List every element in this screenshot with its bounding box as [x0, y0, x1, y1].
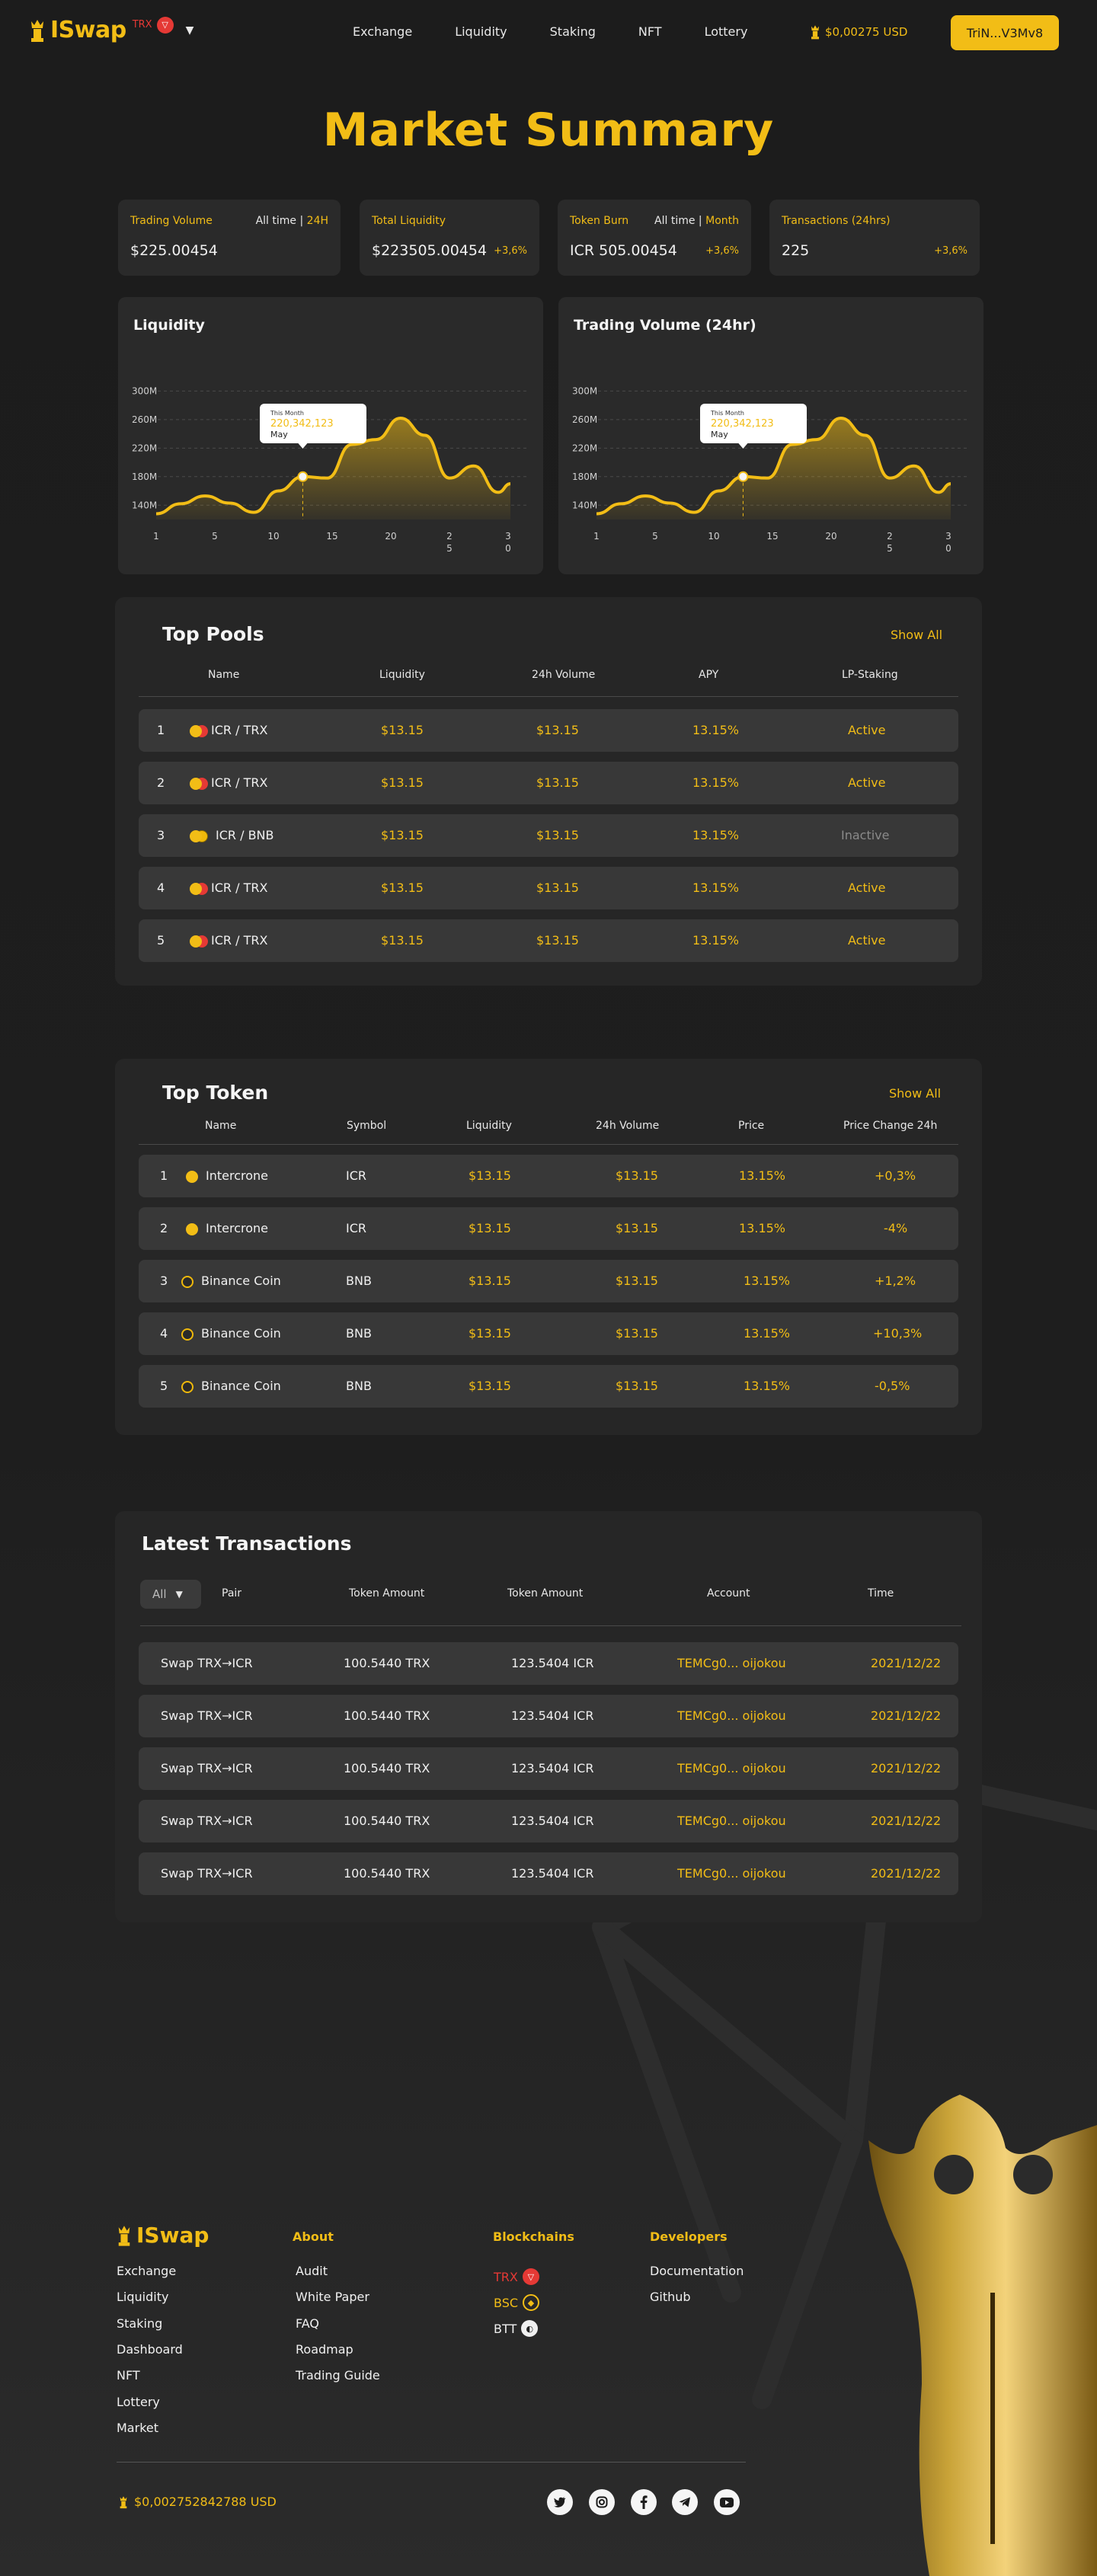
divider — [139, 1144, 958, 1145]
pool-apy: 13.15% — [692, 933, 740, 948]
footer-link[interactable]: Liquidity — [117, 2290, 169, 2305]
x-tick-label: 1 — [153, 531, 159, 542]
token-price: 13.15% — [744, 1379, 791, 1393]
y-tick-label: 260M — [572, 414, 598, 425]
table-row[interactable] — [139, 1260, 958, 1302]
pool-name-text: ICR / TRX — [211, 723, 268, 737]
tx-amount-a: 100.5440 TRX — [344, 1814, 430, 1828]
footer-link[interactable]: Staking — [117, 2316, 163, 2331]
icr-icon — [186, 1223, 198, 1235]
tx-amount-b: 123.5404 ICR — [511, 1761, 594, 1775]
token-price-change: -0,5% — [875, 1379, 910, 1393]
footer-link[interactable]: NFT — [117, 2368, 140, 2383]
trading-volume-chart-card — [558, 297, 983, 574]
chart-tooltip — [700, 404, 807, 449]
tx-amount-a: 100.5440 TRX — [344, 1708, 430, 1723]
bnb-icon — [181, 1381, 193, 1393]
chain-label: BSC — [494, 2295, 519, 2310]
token-liquidity: $13.15 — [469, 1168, 511, 1183]
table-row[interactable] — [139, 1852, 958, 1895]
table-row[interactable] — [139, 762, 958, 804]
period-all-time[interactable]: All time — [654, 215, 696, 227]
stat-total-liquidity — [360, 200, 539, 276]
tx-time: 2021/12/22 — [871, 1761, 942, 1775]
menu-staking[interactable]: Staking — [549, 24, 596, 39]
menu-lottery[interactable]: Lottery — [704, 24, 748, 39]
tooltip-period: May — [711, 430, 728, 439]
tx-amount-a: 100.5440 TRX — [344, 1656, 430, 1670]
token-price-change: +0,3% — [875, 1168, 916, 1183]
tx-pair: Swap TRX→ICR — [161, 1761, 253, 1775]
token-price: 13.15% — [744, 1326, 791, 1341]
token-volume: $13.15 — [616, 1221, 658, 1235]
footer-logo[interactable] — [117, 2223, 209, 2248]
icr-trx-pair-icon — [190, 725, 208, 737]
footer-link[interactable]: Market — [117, 2420, 158, 2435]
status-badge: Active — [848, 775, 886, 790]
token-symbol: BNB — [346, 1326, 372, 1341]
pool-liquidity: $13.15 — [381, 775, 424, 790]
bnb-icon — [181, 1328, 193, 1341]
period-toggle: All time | 24H — [255, 215, 328, 227]
stat-label: Transactions (24hrs) — [782, 215, 891, 227]
col-time: Time — [868, 1587, 894, 1600]
token-volume: $13.15 — [616, 1274, 658, 1288]
y-tick-label: 220M — [132, 443, 158, 454]
liquidity-chart — [118, 297, 543, 574]
instagram-icon[interactable] — [589, 2489, 615, 2515]
logo[interactable] — [29, 17, 193, 43]
divider — [140, 1625, 961, 1626]
col-name: Name — [208, 669, 240, 681]
footer-link[interactable]: Exchange — [117, 2264, 177, 2278]
tooltip-value: 220,342,123 — [711, 418, 774, 430]
token-name-text: Binance Coin — [201, 1326, 281, 1341]
period-month[interactable]: Month — [705, 215, 739, 227]
footer-price — [119, 2495, 277, 2509]
tx-amount-a: 100.5440 TRX — [344, 1761, 430, 1775]
col-apy: APY — [699, 669, 719, 681]
col-liquidity: Liquidity — [379, 669, 425, 681]
footer-dev-link[interactable]: Documentation — [650, 2264, 744, 2278]
tx-time: 2021/12/22 — [871, 1814, 942, 1828]
hover-point[interactable] — [298, 472, 307, 481]
chain-label: TRX — [132, 19, 152, 30]
footer-about-link[interactable]: FAQ — [296, 2316, 319, 2331]
king-chess-piece-image — [868, 2095, 1097, 2576]
stat-change: +3,6% — [494, 245, 527, 257]
filter-value: All — [152, 1587, 167, 1601]
token-price-value: $0,00275 USD — [825, 25, 908, 39]
stat-value: ICR 505.00454 — [570, 242, 677, 259]
token-symbol: ICR — [346, 1168, 367, 1183]
pool-apy: 13.15% — [692, 723, 740, 737]
footer-link[interactable]: Lottery — [117, 2394, 160, 2409]
pool-liquidity: $13.15 — [381, 881, 424, 895]
table-row[interactable] — [139, 814, 958, 857]
pool-name — [190, 814, 274, 857]
token-price: 13.15% — [739, 1168, 786, 1183]
pool-volume: $13.15 — [536, 881, 579, 895]
bnb-icon — [181, 1276, 193, 1288]
main-menu — [353, 24, 790, 39]
table-row[interactable] — [139, 1155, 958, 1197]
footer-divider — [117, 2462, 746, 2463]
pool-name — [190, 867, 267, 909]
col-token-amount-b: Token Amount — [507, 1587, 584, 1600]
menu-exchange[interactable]: Exchange — [353, 24, 413, 39]
token-name — [186, 1155, 268, 1197]
tx-account[interactable]: TEMCg0... oijokou — [677, 1814, 786, 1828]
footer-about-link[interactable]: Roadmap — [296, 2341, 353, 2357]
col-pair: Pair — [222, 1587, 242, 1600]
footer-blockchains-heading: Blockchains — [493, 2229, 574, 2244]
pool-name — [190, 762, 267, 804]
table-row[interactable] — [139, 1695, 958, 1737]
show-all-link[interactable]: Show All — [891, 628, 943, 642]
token-price-change: +10,3% — [873, 1326, 923, 1341]
stat-change: +3,6% — [705, 245, 739, 257]
y-tick-label: 220M — [572, 443, 598, 454]
col-price: Price — [738, 1120, 765, 1132]
period-toggle: All time | Month — [654, 215, 739, 227]
y-tick-label: 180M — [132, 471, 158, 482]
stat-value: $225.00454 — [130, 242, 218, 259]
tx-account[interactable]: TEMCg0... oijokou — [677, 1708, 786, 1723]
y-tick-label: 300M — [572, 385, 598, 397]
trx-icon: ▽ — [157, 17, 174, 34]
trading-volume-chart — [558, 297, 983, 574]
chevron-down-icon: ▼ — [175, 1589, 183, 1600]
token-price: 13.15% — [739, 1221, 786, 1235]
wallet-button[interactable]: TriN...V3Mv8 — [951, 15, 1059, 50]
table-row[interactable] — [139, 1365, 958, 1408]
stat-label: Total Liquidity — [372, 215, 446, 227]
brand-name: ISwap — [50, 17, 126, 43]
table-row[interactable] — [139, 1800, 958, 1843]
x-tick-label: 3 0 — [945, 531, 951, 554]
telegram-icon[interactable] — [672, 2489, 698, 2515]
chart-title: Trading Volume (24hr) — [574, 317, 756, 334]
chain-bsc[interactable] — [494, 2294, 539, 2311]
tx-time: 2021/12/22 — [871, 1708, 942, 1723]
footer-about-link[interactable]: Trading Guide — [296, 2368, 380, 2383]
pool-name-text: ICR / TRX — [211, 933, 268, 948]
twitter-icon[interactable] — [547, 2489, 573, 2515]
icr-trx-pair-icon — [190, 778, 208, 790]
facebook-icon[interactable] — [631, 2489, 657, 2515]
col-name: Name — [205, 1120, 237, 1132]
tx-account[interactable]: TEMCg0... oijokou — [677, 1656, 786, 1670]
footer-dev-link[interactable]: Github — [650, 2290, 691, 2305]
pool-liquidity: $13.15 — [381, 933, 424, 948]
stat-label: Trading Volume — [130, 215, 213, 227]
col-volume: 24h Volume — [596, 1120, 660, 1132]
crown-icon — [119, 2495, 128, 2509]
row-number: 2 — [157, 775, 165, 790]
token-price-change: -4% — [884, 1221, 908, 1235]
token-price-change: +1,2% — [875, 1274, 916, 1288]
stat-change: +3,6% — [934, 245, 967, 257]
icr-trx-pair-icon — [190, 883, 208, 895]
x-tick-label: 15 — [766, 531, 779, 542]
table-row[interactable] — [139, 919, 958, 962]
pool-name-text: ICR / BNB — [216, 828, 274, 842]
crown-logo-icon — [29, 18, 46, 43]
period-24h[interactable]: 24H — [306, 215, 328, 227]
row-number: 5 — [157, 933, 165, 948]
tooltip-value: 220,342,123 — [270, 418, 334, 430]
token-name — [181, 1312, 281, 1355]
chevron-down-icon[interactable]: ▼ — [185, 24, 194, 37]
pool-apy: 13.15% — [692, 881, 740, 895]
x-tick-label: 5 — [212, 531, 218, 542]
y-tick-label: 260M — [132, 414, 158, 425]
row-number: 5 — [160, 1379, 168, 1393]
x-tick-label: 5 — [652, 531, 658, 542]
tx-pair: Swap TRX→ICR — [161, 1866, 253, 1881]
status-badge: Active — [848, 881, 886, 895]
footer-about-heading: About — [293, 2229, 334, 2244]
footer-price-value: $0,002752842788 USD — [134, 2495, 277, 2509]
menu-nft[interactable]: NFT — [638, 24, 662, 39]
token-liquidity: $13.15 — [469, 1326, 511, 1341]
chart-title: Liquidity — [133, 317, 205, 334]
table-row[interactable] — [139, 709, 958, 752]
col-lp-staking: LP-Staking — [842, 669, 898, 681]
token-name-text: Binance Coin — [201, 1274, 281, 1288]
pool-apy: 13.15% — [692, 775, 740, 790]
filter-select[interactable] — [140, 1580, 201, 1609]
y-tick-label: 300M — [132, 385, 158, 397]
col-token-amount-a: Token Amount — [349, 1587, 425, 1600]
x-tick-label: 10 — [708, 531, 720, 542]
stat-value: 225 — [782, 242, 810, 259]
chart-tooltip — [260, 404, 366, 449]
liquidity-chart-card — [118, 297, 543, 574]
row-number: 3 — [160, 1274, 168, 1288]
youtube-icon[interactable] — [714, 2489, 740, 2515]
col-symbol: Symbol — [347, 1120, 387, 1132]
pool-volume: $13.15 — [536, 775, 579, 790]
pool-apy: 13.15% — [692, 828, 740, 842]
chain-trx[interactable] — [494, 2268, 539, 2285]
icr-icon — [186, 1171, 198, 1183]
row-number: 4 — [160, 1326, 168, 1341]
menu-liquidity[interactable]: Liquidity — [455, 24, 507, 39]
latest-transactions-section — [115, 1511, 982, 1922]
page-title: Market Summary — [322, 104, 775, 157]
icr-trx-pair-icon — [190, 935, 208, 948]
x-tick-label: 10 — [267, 531, 280, 542]
token-name-text: Intercrone — [206, 1168, 268, 1183]
row-number: 1 — [160, 1168, 168, 1183]
show-all-link[interactable]: Show All — [889, 1086, 942, 1101]
tooltip-period: May — [270, 430, 288, 439]
top-pools-section — [115, 597, 982, 986]
crown-icon — [810, 24, 820, 40]
col-price-change: Price Change 24h — [843, 1120, 938, 1132]
footer-about-link[interactable]: Audit — [296, 2264, 328, 2278]
chain-label: BTT — [494, 2321, 517, 2336]
tx-account[interactable]: TEMCg0... oijokou — [677, 1866, 786, 1881]
tx-time: 2021/12/22 — [871, 1656, 942, 1670]
trx-icon: ▽ — [523, 2268, 539, 2285]
token-name — [186, 1207, 268, 1250]
chain-btt[interactable] — [494, 2320, 538, 2337]
token-name — [181, 1365, 281, 1408]
tx-pair: Swap TRX→ICR — [161, 1656, 253, 1670]
token-price — [810, 24, 907, 40]
tx-account[interactable]: TEMCg0... oijokou — [677, 1761, 786, 1775]
pool-name-text: ICR / TRX — [211, 881, 268, 895]
row-number: 3 — [157, 828, 165, 842]
pool-volume: $13.15 — [536, 828, 579, 842]
token-name-text: Intercrone — [206, 1221, 268, 1235]
token-name-text: Binance Coin — [201, 1379, 281, 1393]
tx-amount-a: 100.5440 TRX — [344, 1866, 430, 1881]
top-navbar — [0, 0, 1097, 66]
stat-transactions — [769, 200, 980, 276]
col-liquidity: Liquidity — [466, 1120, 512, 1132]
pool-name — [190, 919, 267, 962]
crown-logo-icon — [117, 2224, 132, 2247]
x-tick-label: 1 — [593, 531, 600, 542]
token-liquidity: $13.15 — [469, 1379, 511, 1393]
tx-pair: Swap TRX→ICR — [161, 1814, 253, 1828]
tx-amount-b: 123.5404 ICR — [511, 1656, 594, 1670]
x-tick-label: 2 5 — [446, 531, 453, 554]
row-number: 2 — [160, 1221, 168, 1235]
table-row[interactable] — [139, 1207, 958, 1250]
y-tick-label: 140M — [132, 500, 158, 511]
token-volume: $13.15 — [616, 1379, 658, 1393]
bnb-icon: ◆ — [523, 2294, 539, 2311]
table-row[interactable] — [139, 867, 958, 909]
y-tick-label: 140M — [572, 500, 598, 511]
row-number: 1 — [157, 723, 165, 737]
footer-about-link[interactable]: White Paper — [296, 2290, 369, 2305]
stat-trading-volume — [118, 200, 341, 276]
table-row[interactable] — [139, 1642, 958, 1685]
x-tick-label: 2 5 — [887, 531, 893, 554]
stat-value: $223505.00454 — [372, 242, 488, 259]
token-volume: $13.15 — [616, 1326, 658, 1341]
token-liquidity: $13.15 — [469, 1274, 511, 1288]
top-token-section — [115, 1059, 982, 1435]
tx-time: 2021/12/22 — [871, 1866, 942, 1881]
pool-name-text: ICR / TRX — [211, 775, 268, 790]
section-title: Top Pools — [162, 623, 264, 645]
btt-icon: ◐ — [521, 2320, 538, 2337]
col-volume: 24h Volume — [532, 669, 596, 681]
stat-token-burn — [558, 200, 751, 276]
footer-brand: ISwap — [136, 2223, 209, 2248]
pool-liquidity: $13.15 — [381, 723, 424, 737]
token-symbol: BNB — [346, 1379, 372, 1393]
row-number: 4 — [157, 881, 165, 895]
section-title: Top Token — [162, 1082, 269, 1104]
token-name — [181, 1260, 281, 1302]
token-price: 13.15% — [744, 1274, 791, 1288]
stat-label: Token Burn — [570, 215, 629, 227]
divider — [139, 696, 958, 697]
section-title: Latest Transactions — [142, 1532, 352, 1555]
token-liquidity: $13.15 — [469, 1221, 511, 1235]
x-tick-label: 3 0 — [505, 531, 511, 554]
status-badge: Active — [848, 723, 886, 737]
pool-volume: $13.15 — [536, 933, 579, 948]
tx-amount-b: 123.5404 ICR — [511, 1866, 594, 1881]
footer-link[interactable]: Dashboard — [117, 2341, 183, 2357]
x-tick-label: 20 — [825, 531, 837, 542]
token-symbol: ICR — [346, 1221, 367, 1235]
hover-point[interactable] — [738, 472, 747, 481]
status-badge: Active — [848, 933, 886, 948]
table-row[interactable] — [139, 1747, 958, 1790]
token-volume: $13.15 — [616, 1168, 658, 1183]
x-tick-label: 15 — [326, 531, 338, 542]
icr-bnb-pair-icon — [190, 830, 208, 842]
tx-amount-b: 123.5404 ICR — [511, 1814, 594, 1828]
pool-volume: $13.15 — [536, 723, 579, 737]
chain-label: TRX — [494, 2269, 518, 2284]
pool-liquidity: $13.15 — [381, 828, 424, 842]
y-tick-label: 180M — [572, 471, 598, 482]
tooltip-heading: This Month — [711, 410, 744, 417]
table-row[interactable] — [139, 1312, 958, 1355]
tx-pair: Swap TRX→ICR — [161, 1708, 253, 1723]
tx-amount-b: 123.5404 ICR — [511, 1708, 594, 1723]
period-all-time[interactable]: All time — [255, 215, 297, 227]
footer-developers-heading: Developers — [650, 2229, 728, 2244]
tooltip-heading: This Month — [270, 410, 304, 417]
x-tick-label: 20 — [385, 531, 397, 542]
token-symbol: BNB — [346, 1274, 372, 1288]
status-badge: Inactive — [841, 828, 890, 842]
col-account: Account — [707, 1587, 750, 1600]
pool-name — [190, 709, 267, 752]
